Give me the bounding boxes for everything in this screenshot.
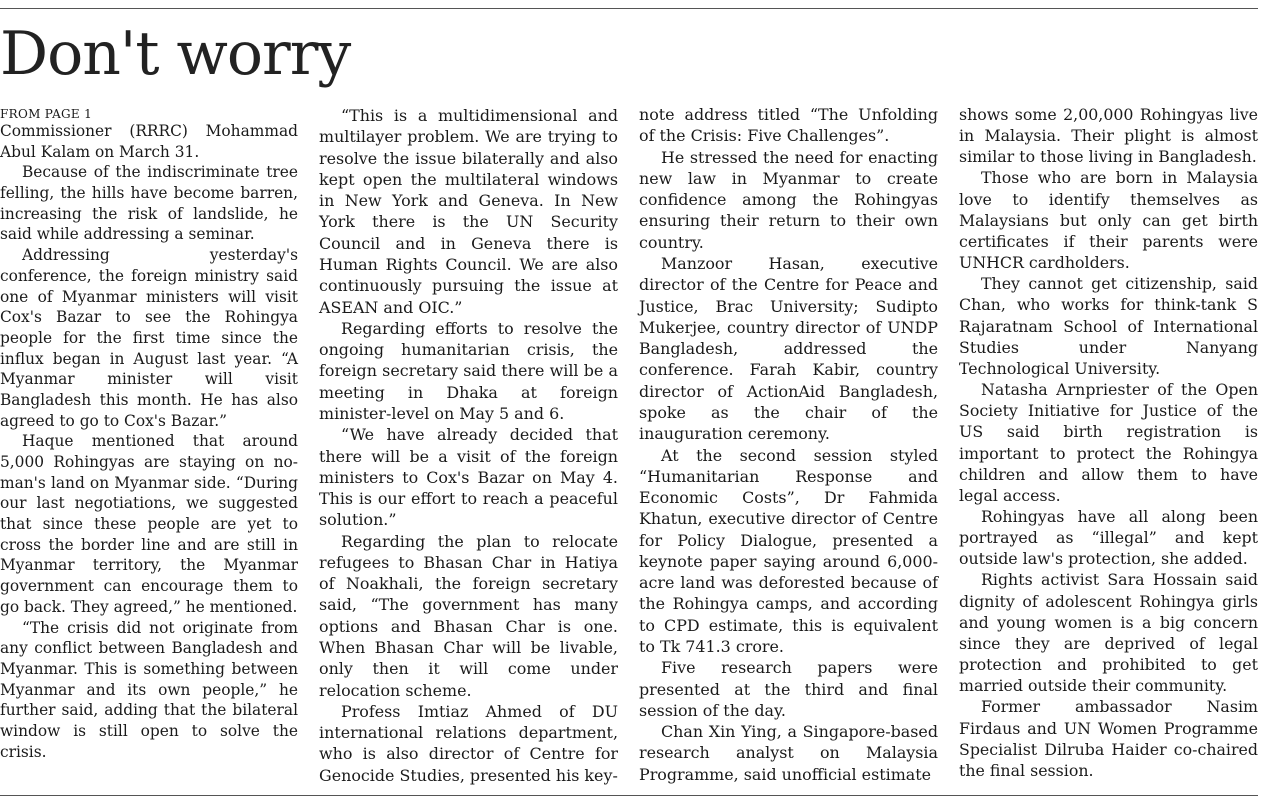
article-column-4 — [959, 104, 1258, 781]
paragraph: Commissioner (RRRC) Mohammad Abul Kalam on March 31. — [0, 122, 298, 161]
paragraph: Five research papers were presented at the third and final session of the day. — [639, 658, 938, 720]
article-column-1 — [0, 104, 298, 762]
paragraph: shows some 2,00,000 Rohingyas live in Malaysia. Their plight is almost similar to those living in Bangladesh. — [959, 105, 1258, 167]
paragraph: Because of the indiscriminate tree felling, the hills have become barren, increasing the risk of landslide, he said while addressing a seminar. — [0, 163, 298, 244]
paragraph: Manzoor Hasan, executive director of the Centre for Peace and Justice, Brac University; Sudipto Mukerjee, country director of UNDP Bangladesh, addressed the conference. Farah Kabir, country director of ActionAid Bangladesh, spoke as the chair of the inauguration ceremony. — [639, 253, 938, 444]
paragraph: Natasha Arnpriester of the Open Society Initiative for Justice of the US said birth registration is important to protect the Rohingya children and allow them to have legal access. — [959, 380, 1258, 505]
paragraph: They cannot get citizenship, said Chan, who works for think-tank S Rajaratnam School of International Studies under Nanyang Technological University. — [959, 274, 1258, 378]
top-rule — [0, 8, 1258, 9]
article-column-2 — [319, 105, 618, 786]
paragraph: “The crisis did not originate from any conflict between Bangladesh and Myanmar. This is something between Myanmar and its own people,” he further said, adding that the bilateral window is still open to solve the crisis. — [0, 618, 298, 761]
headline: Don't worry — [0, 19, 351, 89]
paragraph: Rights activist Sara Hossain said dignity of adolescent Rohingya girls and young women is a big concern since they are deprived of legal protection and prohibited to get married outside their community. — [959, 570, 1258, 696]
paragraph: Rohingyas have all along been portrayed as “illegal” and kept outside law's protection, she added. — [959, 506, 1258, 569]
paragraph: At the second session styled “Humanitarian Response and Economic Costs”, Dr Fahmida Khatun, executive director of Centre for Policy Dialogue, presented a keynote paper saying around 6,000-acre land was deforested because of the Rohingya camps, and according to CPD estimate, this is equivalent to Tk 741.3 crore. — [639, 445, 938, 657]
paragraph: Chan Xin Ying, a Singapore-based research analyst on Malaysia Programme, said unofficial estimate — [639, 722, 938, 784]
paragraph: Addressing yesterday's conference, the foreign ministry said one of Myanmar ministers will visit Cox's Bazar to see the Rohingya people for the first time since the influx began in August last year. “A Myanmar minister will visit Bangladesh this month. He has also agreed to go to Cox's Bazar.” — [0, 246, 298, 430]
paragraph: He stressed the need for enacting new law in Myanmar to create confidence among the Rohingyas ensuring their return to their own country. — [639, 147, 938, 252]
paragraph: Those who are born in Malaysia love to identify themselves as Malaysians but only can get birth certificates if their parents were UNHCR cardholders. — [959, 168, 1258, 273]
paragraph: “This is a multidimensional and multilayer problem. We are trying to resolve the issue bilaterally and also kept open the multilateral windows in New York and Geneva. In New York there is the UN Security Council and in Geneva there is Human Rights Council. We are also continuously pursuing the issue at ASEAN and OIC.” — [319, 106, 618, 317]
paragraph: Former ambassador Nasim Firdaus and UN Women Programme Specialist Dilruba Haider co-chaired the final session. — [959, 697, 1258, 780]
paragraph: note address titled “The Unfolding of the Crisis: Five Challenges”. — [639, 105, 938, 146]
article-column-3 — [639, 104, 938, 785]
paragraph: Regarding the plan to relocate refugees to Bhasan Char in Hatiya of Noakhali, the foreign secretary said, “The government has many options and Bhasan Char is one. When Bhasan Char will be livable, only then it will come under relocation scheme. — [319, 531, 618, 700]
paragraph: “We have already decided that there will be a visit of the foreign ministers to Cox's Bazar on May 4. This is our effort to reach a peaceful solution.” — [319, 425, 618, 530]
paragraph: Regarding efforts to resolve the ongoing humanitarian crisis, the foreign secretary said there will be a meeting in Dhaka at foreign minister-level on May 5 and 6. — [319, 318, 618, 423]
paragraph: Profess Imtiaz Ahmed of DU international relations department, who is also director of Centre for Genocide Studies, presented his key- — [319, 701, 618, 785]
bottom-rule — [0, 795, 1258, 796]
jump-label: FROM PAGE 1 — [0, 107, 93, 121]
paragraph: Haque mentioned that around 5,000 Rohingyas are staying on no-man's land on Myanmar side. “During our last negotiations, we suggested that since these people are yet to cross the border line and are still in Myanmar territory, the Myanmar government can encourage them to go back. They agreed,” he mentioned. — [0, 432, 298, 616]
